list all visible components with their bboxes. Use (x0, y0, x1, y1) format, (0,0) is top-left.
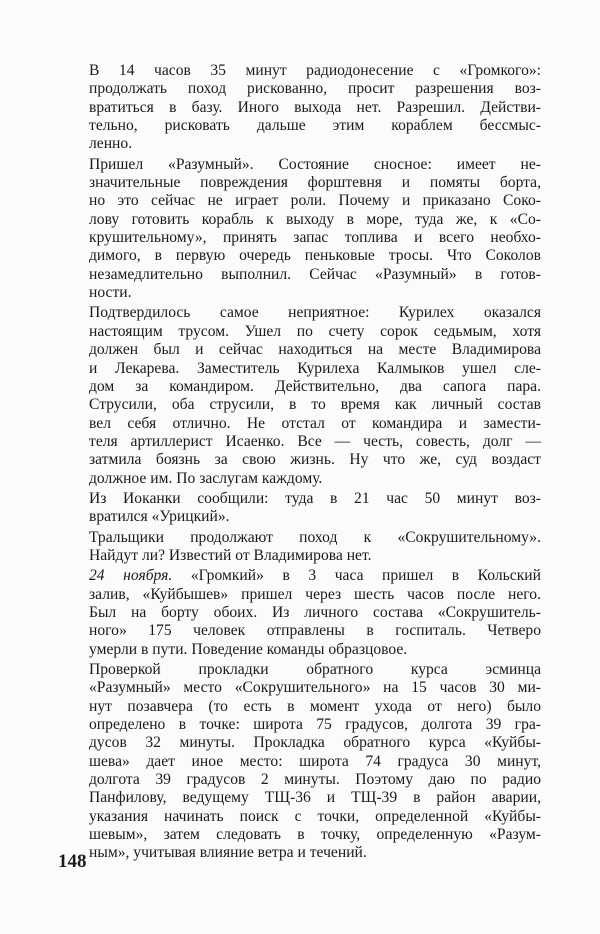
paragraph (89, 490, 541, 527)
text-line: ности. (89, 284, 132, 302)
text-line: лову готовить корабль к выходу в море, туда же, к «Со- (89, 210, 541, 228)
text-line: вел себя отлично. Не отстал от командира и замести- (89, 414, 541, 432)
text-line: настоящим трусом. Ушел по счету сорок седьмым, хотя (89, 322, 541, 340)
text-line: крушительному», принять запас топлива и всего необхо- (89, 229, 541, 247)
text-line: димого, в первую очередь пеньковые тросы. Что Соколов (89, 247, 541, 265)
text-line: значительные повреждения форштевня и помяты борта, (89, 174, 541, 192)
text-line: но это сейчас не играет роли. Почему и приказано Соко- (89, 192, 541, 210)
text-line: Подтвердилось самое неприятное: Курилех оказался (89, 304, 541, 322)
text-line: должное им. По заслугам каждому. (89, 469, 323, 487)
text-line: ным», учитывая влияние ветра и течений. (89, 844, 367, 862)
paragraph (89, 156, 541, 303)
text-line: незамедлительно выполнил. Сейчас «Разумный» в готов- (89, 265, 541, 283)
text-line: «Разумный» место «Сокрушительного» на 15 часов 30 ми- (89, 679, 541, 697)
text-line: и Лекарева. Заместитель Курилеха Калмыков ушел сле- (89, 359, 541, 377)
text-line: ного» 175 человек отправлены в госпиталь. Четверо (89, 622, 541, 640)
text-line: Из Иоканки сообщили: туда в 21 час 50 минут воз- (89, 489, 541, 507)
paragraph (89, 304, 541, 487)
text-line: Струсили, оба струсили, в то время как личный состав (89, 396, 541, 414)
page-number: 148 (58, 851, 87, 872)
paragraph (89, 567, 541, 659)
text-line: Был на борту обоих. Из личного состава «Сокрушитель- (89, 603, 541, 621)
paragraph (89, 529, 541, 566)
text-line: Тральщики продолжают поход к «Сокрушительному». (89, 528, 541, 546)
text-line: тельно, рисковать дальше этим кораблем бессмыс- (89, 117, 541, 135)
text-line: определено в точке: широта 75 градусов, долгота 39 гра- (89, 716, 541, 734)
text-line: шевым», затем следовать в точку, определенную «Разум- (89, 826, 541, 844)
text-line: долгота 39 градусов 2 минуты. Поэтому даю по радио (89, 771, 541, 789)
text-line: шева» дает иное место: широта 74 градуса 30 минут, (89, 752, 541, 770)
text-line: указания начинать поиск с точки, определенной «Куйбы- (89, 807, 541, 825)
text-line: вратился «Урицкий». (89, 508, 230, 526)
text-line: Пришел «Разумный». Состояние сносное: имеет не- (89, 155, 541, 173)
text-line: дом за командиром. Действительно, два сапога пара. (89, 377, 541, 395)
text-line: продолжать поход рискованно, просит разрешения воз- (89, 80, 541, 98)
text-line: затмила боязнь за свою жизнь. Ну что же, суд воздаст (89, 451, 541, 469)
body-text (89, 62, 541, 865)
paragraph (89, 62, 541, 154)
text-line: теля артиллерист Исаенко. Все — честь, совесть, долг — (89, 432, 541, 450)
paragraph (89, 661, 541, 863)
text-line: должен был и сейчас находиться на месте Владимирова (89, 341, 541, 359)
text-line: дусов 32 минуты. Прокладка обратного курса «Куйбы- (89, 734, 541, 752)
text-line-rest: «Громкий» в 3 часа пришел в Кольский (172, 567, 541, 585)
text-line: залив, «Куйбышев» пришел через шесть часов после него. (89, 585, 541, 603)
text-line: вратиться в базу. Иного выхода нет. Разрешил. Действи- (89, 98, 541, 116)
text-line: Проверкой прокладки обратного курса эсминца (89, 661, 541, 678)
text-line: ленно. (89, 135, 133, 153)
text-line: В 14 часов 35 минут радиодонесение с «Громкого»: (89, 62, 541, 79)
text-line (89, 567, 541, 585)
text-line: нут позавчера (то есть в момент ухода от него) было (89, 697, 541, 715)
text-line: умерли в пути. Поведение команды образцовое. (89, 640, 408, 658)
entry-date: 24 ноября. (89, 567, 173, 585)
text-line: Панфилову, ведущему ТЩ-36 и ТЩ-39 в район аварии, (89, 789, 541, 807)
text-line: Найдут ли? Известий от Владимирова нет. (89, 546, 372, 564)
